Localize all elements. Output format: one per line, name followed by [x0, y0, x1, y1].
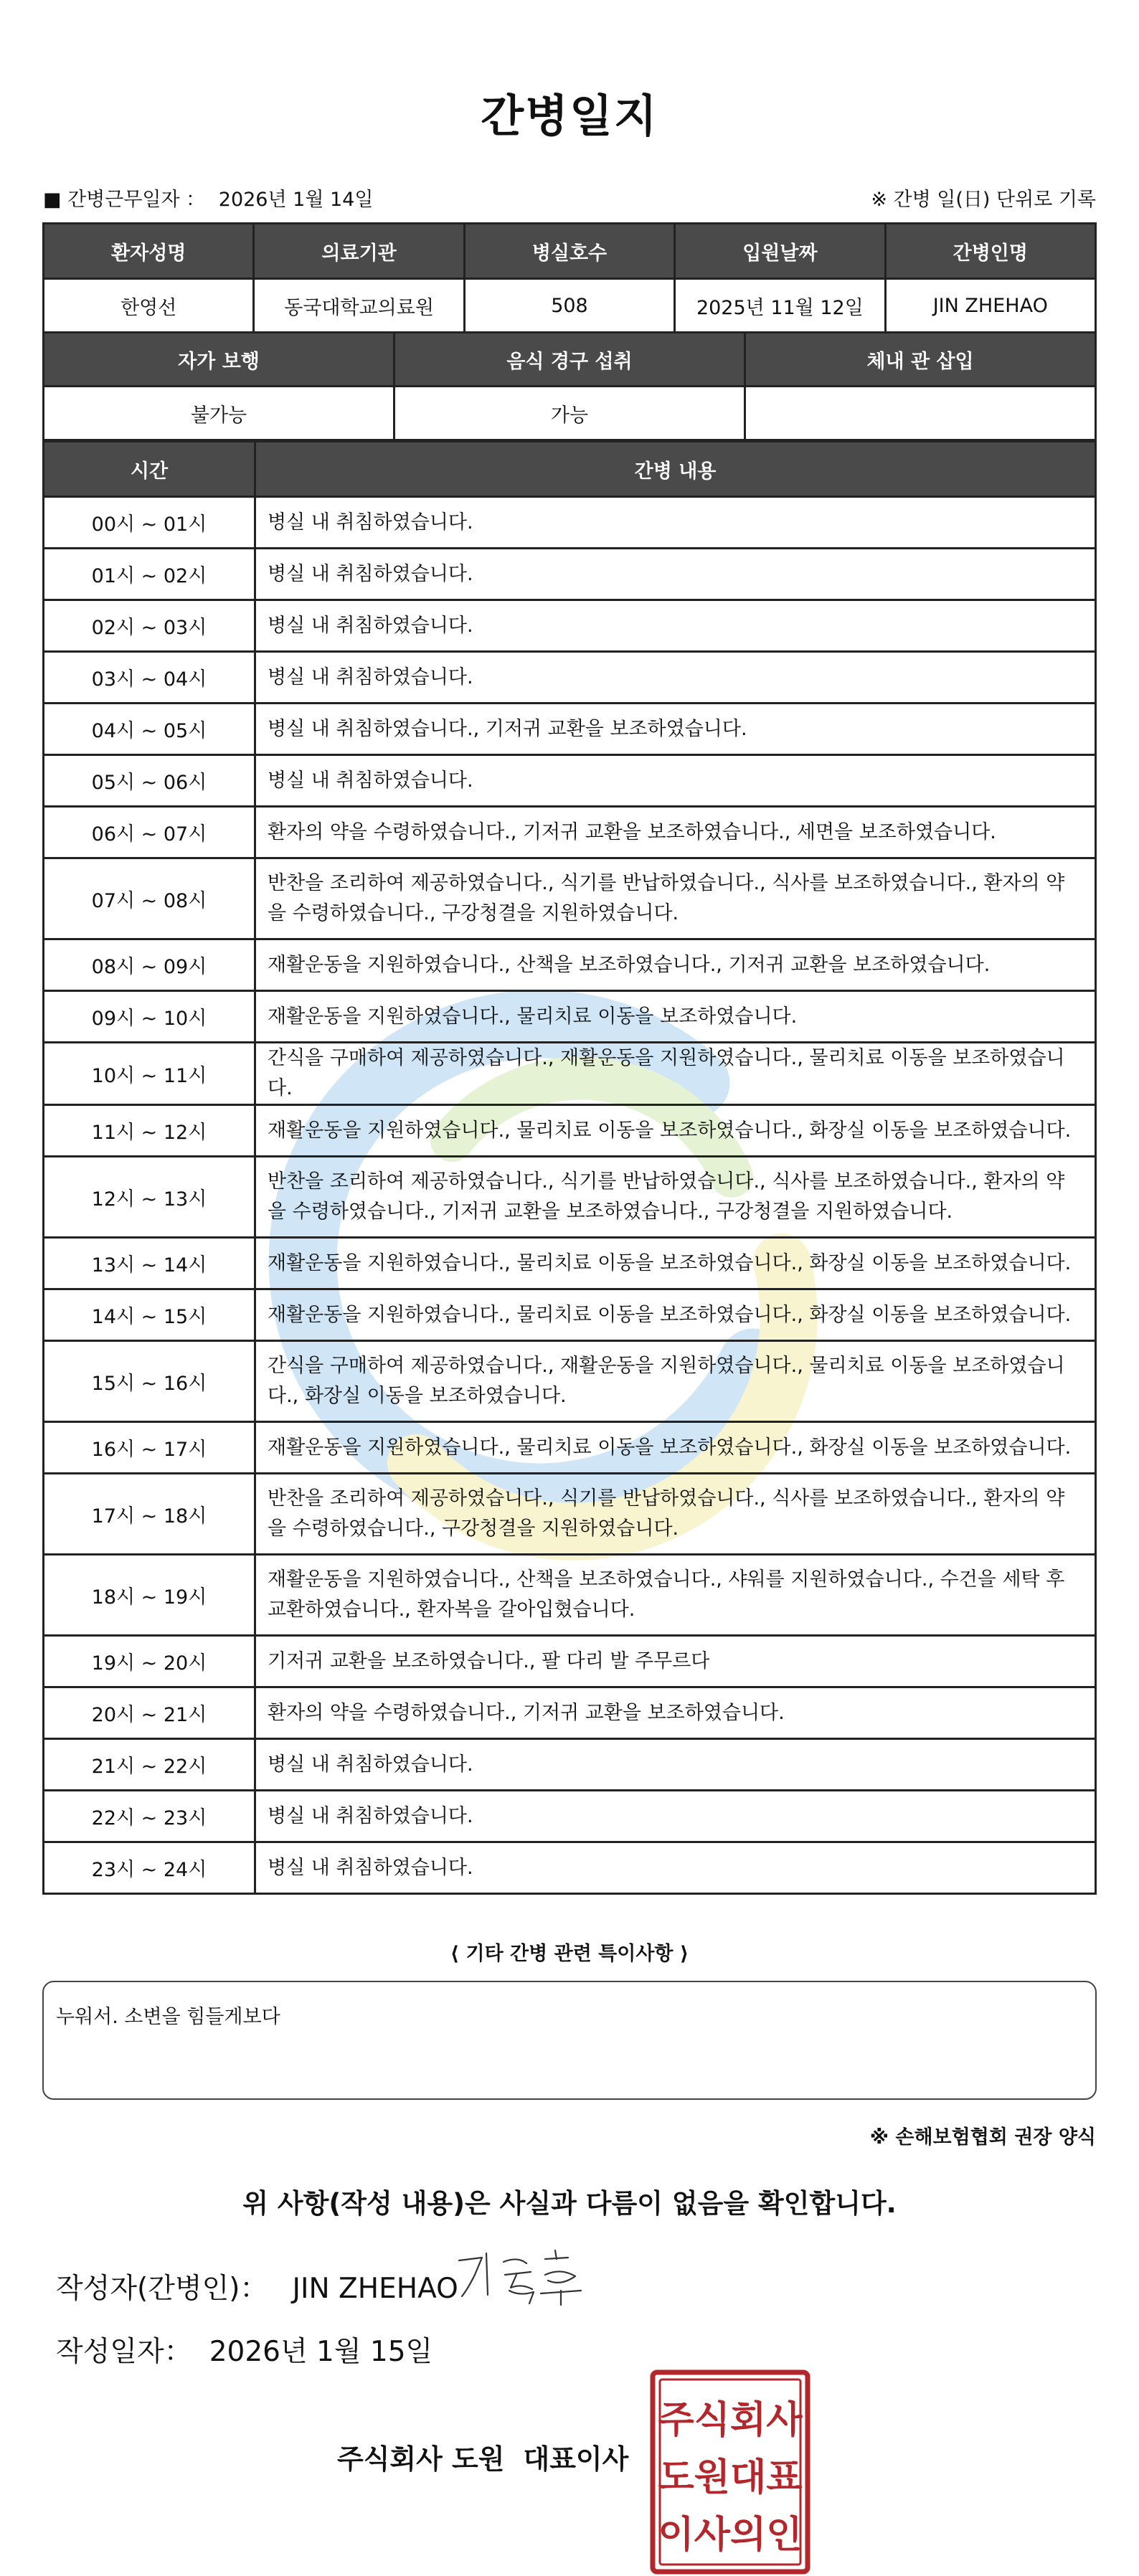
log-time-cell: 11시 ~ 12시 [44, 1105, 255, 1157]
log-content-cell: 병실 내 취침하였습니다. [255, 600, 1096, 652]
log-time-cell: 05시 ~ 06시 [44, 755, 255, 807]
log-time-cell: 03시 ~ 04시 [44, 652, 255, 704]
table-row [44, 1238, 1096, 1289]
log-time-cell: 23시 ~ 24시 [44, 1842, 255, 1894]
table-row [44, 549, 1096, 600]
work-date-value: 2026년 1월 14일 [218, 189, 374, 211]
table-row [44, 1341, 1096, 1422]
log-time-cell: 17시 ~ 18시 [44, 1474, 255, 1555]
patient-header-row [44, 224, 1096, 279]
log-header-row [44, 442, 1096, 497]
table-row [44, 939, 1096, 991]
header-oral-intake: 음식 경구 섭취 [394, 333, 745, 387]
log-content-cell: 반찬을 조리하여 제공하였습니다., 식기를 반납하였습니다., 식사를 보조하였습니다., 환자의 약을 수령하였습니다., 구강청결을 지원하였습니다. [255, 1474, 1096, 1555]
form-source-note: ※ 손해보험협회 권장 양식 [869, 2126, 1096, 2149]
log-time-cell: 01시 ~ 02시 [44, 549, 255, 600]
log-time-cell: 06시 ~ 07시 [44, 807, 255, 858]
care-log-table [42, 440, 1097, 1895]
unit-note: ※ 간병 일(日) 단위로 기록 [871, 189, 1096, 211]
work-date-line [43, 184, 373, 212]
patient-info-table [42, 222, 1097, 333]
handwritten-signature [453, 2246, 597, 2311]
log-content-cell: 반찬을 조리하여 제공하였습니다., 식기를 반납하였습니다., 식사를 보조하였습니다., 환자의 약을 수령하였습니다., 기저귀 교환을 보조하였습니다., 구강청결을 지원하였습니다. [255, 1157, 1096, 1238]
log-time-cell: 19시 ~ 20시 [44, 1636, 255, 1687]
table-row [44, 497, 1096, 549]
table-row [44, 755, 1096, 807]
log-content-cell: 반찬을 조리하여 제공하였습니다., 식기를 반납하였습니다., 식사를 보조하였습니다., 환자의 약을 수령하였습니다., 구강청결을 지원하였습니다. [255, 858, 1096, 939]
log-time-cell: 10시 ~ 11시 [44, 1043, 255, 1105]
log-content-cell: 재활운동을 지원하였습니다., 물리치료 이동을 보조하였습니다., 화장실 이동을 보조하였습니다. [255, 1238, 1096, 1289]
tube-insertion-value [745, 387, 1096, 440]
table-row [44, 1422, 1096, 1474]
log-time-cell: 02시 ~ 03시 [44, 600, 255, 652]
log-content-cell: 환자의 약을 수령하였습니다., 기저귀 교환을 보조하였습니다. [255, 1687, 1096, 1739]
log-content-cell: 병실 내 취침하였습니다. [255, 549, 1096, 600]
log-time-cell: 22시 ~ 23시 [44, 1791, 255, 1842]
table-row [44, 1157, 1096, 1238]
table-row [44, 991, 1096, 1043]
writer-line [56, 2266, 458, 2306]
table-row [44, 652, 1096, 704]
table-row [44, 1842, 1096, 1894]
table-row [44, 600, 1096, 652]
header-patient-name: 환자성명 [44, 224, 254, 279]
notes-box [42, 1981, 1097, 2100]
written-date-line [56, 2329, 433, 2369]
log-content-cell: 병실 내 취침하였습니다. [255, 1791, 1096, 1842]
log-body [44, 497, 1096, 1894]
log-content-cell: 재활운동을 지원하였습니다., 물리치료 이동을 보조하였습니다., 화장실 이동을 보조하였습니다. [255, 1289, 1096, 1341]
written-date-value: 2026년 1월 15일 [209, 2336, 433, 2368]
log-time-cell: 00시 ~ 01시 [44, 497, 255, 549]
log-content-cell: 환자의 약을 수령하였습니다., 기저귀 교환을 보조하였습니다., 세면을 보조하였습니다. [255, 807, 1096, 858]
log-content-cell: 재활운동을 지원하였습니다., 물리치료 이동을 보조하였습니다., 화장실 이동을 보조하였습니다. [255, 1422, 1096, 1474]
log-time-cell: 12시 ~ 13시 [44, 1157, 255, 1238]
log-time-cell: 20시 ~ 21시 [44, 1687, 255, 1739]
written-date-label: 작성일자： [56, 2336, 192, 2368]
log-time-cell: 18시 ~ 19시 [44, 1555, 255, 1636]
table-row [44, 1687, 1096, 1739]
log-time-cell: 13시 ~ 14시 [44, 1238, 255, 1289]
writer-name: JIN ZHEHAO [292, 2273, 458, 2305]
company-title: 대표이사 [523, 2443, 629, 2475]
table-row [44, 807, 1096, 858]
company-seal-stamp [648, 2368, 812, 2576]
table-row [44, 1739, 1096, 1791]
log-content-cell: 기저귀 교환을 보조하였습니다., 팔 다리 발 주무르다 [255, 1636, 1096, 1687]
table-row [44, 1043, 1096, 1105]
log-content-cell: 간식을 구매하여 제공하였습니다., 재활운동을 지원하였습니다., 물리치료 이동을 보조하였습니다., 화장실 이동을 보조하였습니다. [255, 1341, 1096, 1422]
company-name: 주식회사 도원 [337, 2443, 505, 2475]
work-date-label: ■ 간병근무일자 ： [43, 189, 206, 211]
company-line [337, 2437, 628, 2476]
header-self-walking: 자가 보행 [44, 333, 394, 387]
patient-status-table [42, 331, 1097, 441]
svg-text:주식회사: 주식회사 [658, 2399, 803, 2442]
patient-name: 한영선 [44, 279, 254, 333]
document-title: 간병일지 [481, 90, 658, 142]
status-header-row [44, 333, 1096, 387]
log-content-cell: 재활운동을 지원하였습니다., 산책을 보조하였습니다., 기저귀 교환을 보조하였습니다. [255, 939, 1096, 991]
log-content-cell: 병실 내 취침하였습니다. [255, 652, 1096, 704]
header-care-content: 간병 내용 [255, 442, 1096, 497]
svg-text:도원대표: 도원대표 [658, 2456, 803, 2499]
table-row [44, 1636, 1096, 1687]
log-content-cell: 재활운동을 지원하였습니다., 산책을 보조하였습니다., 샤워를 지원하였습니다., 수건을 세탁 후 교환하였습니다., 환자복을 갈아입혔습니다. [255, 1555, 1096, 1636]
admission-date: 2025년 11월 12일 [675, 279, 885, 333]
log-content-cell: 간식을 구매하여 제공하였습니다., 재활운동을 지원하였습니다., 물리치료 이동을 보조하였습니다. [255, 1043, 1096, 1105]
table-row [44, 1791, 1096, 1842]
table-row [44, 858, 1096, 939]
header-tube-insertion: 체내 관 삽입 [745, 333, 1096, 387]
patient-value-row [44, 279, 1096, 333]
log-content-cell: 병실 내 취침하였습니다., 기저귀 교환을 보조하였습니다. [255, 704, 1096, 755]
log-content-cell: 재활운동을 지원하였습니다., 물리치료 이동을 보조하였습니다., 화장실 이동을 보조하였습니다. [255, 1105, 1096, 1157]
log-time-cell: 21시 ~ 22시 [44, 1739, 255, 1791]
self-walking-value: 불가능 [44, 387, 394, 440]
table-row [44, 1555, 1096, 1636]
header-admission-date: 입원날짜 [675, 224, 885, 279]
table-row [44, 1474, 1096, 1555]
writer-label: 작성자(간병인)： [56, 2273, 268, 2305]
log-time-cell: 04시 ~ 05시 [44, 704, 255, 755]
log-time-cell: 16시 ~ 17시 [44, 1422, 255, 1474]
status-value-row [44, 387, 1096, 440]
log-content-cell: 재활운동을 지원하였습니다., 물리치료 이동을 보조하였습니다. [255, 991, 1096, 1043]
caregiver-name: JIN ZHEHAO [885, 279, 1095, 333]
log-content-cell: 병실 내 취침하였습니다. [255, 1739, 1096, 1791]
table-row [44, 1105, 1096, 1157]
svg-text:이사의인: 이사의인 [658, 2514, 803, 2557]
header-caregiver: 간병인명 [885, 224, 1095, 279]
hospital-name: 동국대학교의료원 [254, 279, 464, 333]
notes-text: 누워서. 소변을 힘들게보다 [56, 2006, 280, 2028]
log-time-cell: 07시 ~ 08시 [44, 858, 255, 939]
log-content-cell: 병실 내 취침하였습니다. [255, 1842, 1096, 1894]
log-time-cell: 08시 ~ 09시 [44, 939, 255, 991]
notes-heading: ⟨ 기타 간병 관련 특이사항 ⟩ [450, 1943, 689, 1965]
log-time-cell: 15시 ~ 16시 [44, 1341, 255, 1422]
log-time-cell: 14시 ~ 15시 [44, 1289, 255, 1341]
log-content-cell: 병실 내 취침하였습니다. [255, 497, 1096, 549]
header-hospital: 의료기관 [254, 224, 464, 279]
oral-intake-value: 가능 [394, 387, 745, 440]
table-row [44, 1289, 1096, 1341]
table-row [44, 704, 1096, 755]
header-room: 병실호수 [464, 224, 674, 279]
log-content-cell: 병실 내 취침하였습니다. [255, 755, 1096, 807]
header-time: 시간 [44, 442, 255, 497]
confirmation-statement: 위 사항(작성 내용)은 사실과 다름이 없음을 확인합니다. [242, 2188, 897, 2219]
room-number: 508 [464, 279, 674, 333]
log-time-cell: 09시 ~ 10시 [44, 991, 255, 1043]
